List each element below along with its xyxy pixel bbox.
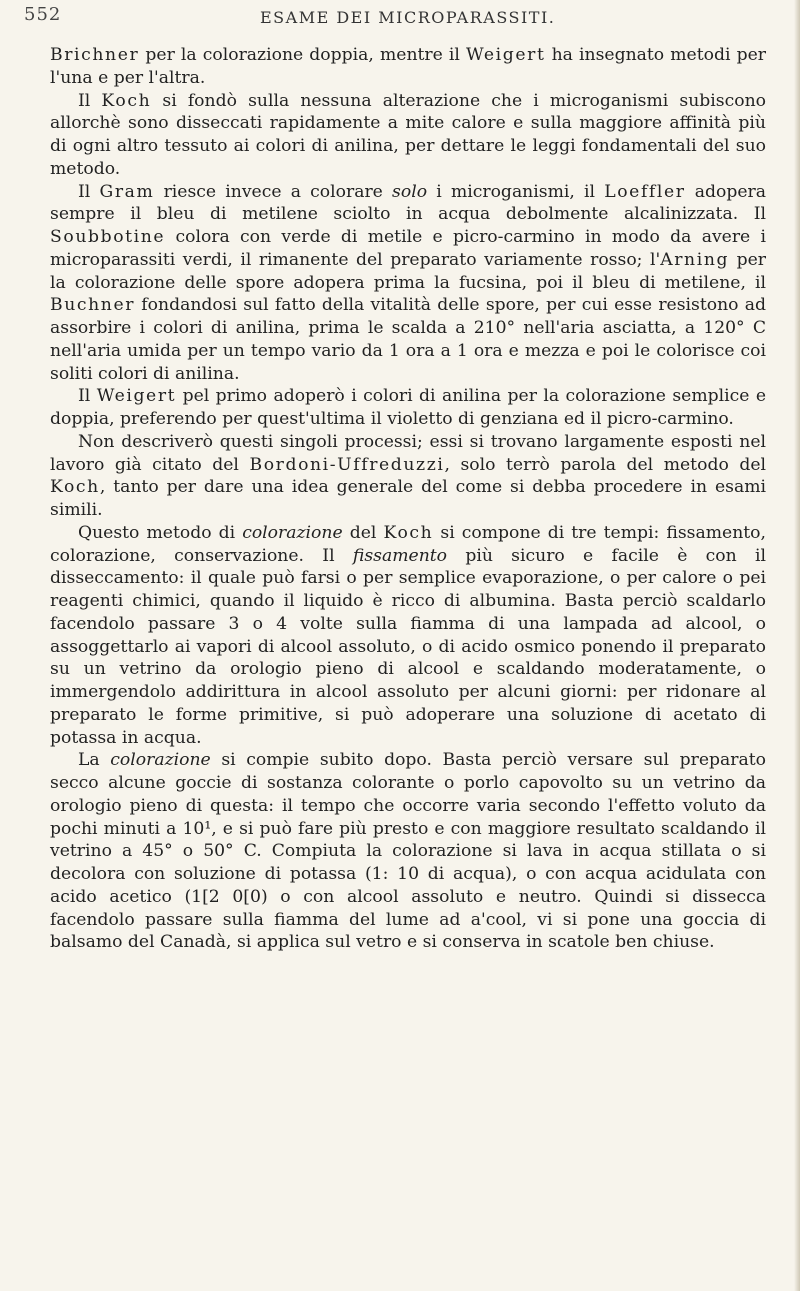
author-name: Soubbotine xyxy=(50,227,166,247)
text-run: , solo terrò parola del metodo del xyxy=(444,454,766,475)
text-run: Questo metodo di xyxy=(78,522,243,543)
text-run: , tanto per dare una idea generale del come si debba procedere in esami simili. xyxy=(50,477,766,520)
emphasis-text: solo xyxy=(392,181,428,202)
paragraph xyxy=(50,44,766,90)
text-run: per la colorazione doppia, mentre il xyxy=(139,45,467,65)
text-run: Il xyxy=(78,181,100,202)
running-title: ESAME DEI MICROPARASSITI. xyxy=(260,8,556,27)
text-run: ha insegnato metodi per l'una e per l'altra. xyxy=(50,45,766,88)
text-run: colora con verde di metile e picro-carmino in modo da avere i microparassiti verdi, il rimanente del preparato variamente rosso; l' xyxy=(50,227,766,270)
text-run: per la colorazione delle spore adopera prima la fucsina, poi il bleu di metilene, il xyxy=(50,249,767,293)
author-name: Koch xyxy=(383,522,434,543)
text-run: adopera sempre il bleu di metilene sciolto in acqua debolmente alcalinizzata. Il xyxy=(50,181,766,225)
text-run: Non descriverò questi singoli processi; essi si trovano largamente esposti nel lavoro già citato del xyxy=(50,431,766,475)
paragraph xyxy=(50,385,766,431)
text-run: riesce invece a colorare xyxy=(154,181,393,202)
author-name: Buchner xyxy=(50,295,136,316)
text-run: fondandosi sul fatto della vitalità delle spore, per cui esse resistono ad assorbire i colori di anilina, prima le scalda a 210° nell'aria asciatta, a 120° C nell'aria umida per un tempo vario da 1 ora a 1 ora e mezza e poi le colorisce coi soliti colori di anilina. xyxy=(50,295,766,384)
page-edge-shadow xyxy=(794,0,800,1291)
emphasis-text: fissamento xyxy=(352,545,448,566)
paragraph xyxy=(50,431,766,522)
author-name: Weigert xyxy=(466,45,546,65)
author-name: Loeffler xyxy=(604,181,686,202)
emphasis-text: colorazione xyxy=(110,750,211,771)
page-number: 552 xyxy=(24,4,62,25)
author-name: Koch xyxy=(101,90,152,111)
paragraph xyxy=(50,90,766,181)
author-name: Bordoni-Uffreduzzi xyxy=(249,454,445,475)
text-run: più sicuro e facile è con il disseccamento: il quale può farsi o per semplice evaporazione, o per calore o pei reagenti chimici, quando il liquido è ricco di albumina. Basta perciò scaldarlo facendolo passare 3 o 4 volte sulla fiamma di una lampada ad alcool, o assoggettarlo ai vapori di alcool assoluto, o di acido osmico ponendo il preparato su un vetrino da orologio pieno di alcool e scaldando moderatamente, o immergendolo addirittura in alcool assoluto per alcuni giorni: per ridonare al preparato le forme primitive, si può adoperare una soluzione di acetato di potassa in acqua. xyxy=(50,545,766,748)
text-run: La xyxy=(78,750,111,771)
author-name: Gram xyxy=(99,181,155,202)
text-run: i microganismi, il xyxy=(427,181,605,202)
text-run: si compie subito dopo. Basta perciò versare sul preparato secco alcune goccie di sostanza colorante o porlo capovolto su un vetrino da orologio pieno di questa: il tempo che occorre varia secondo l'effetto voluto da pochi minuti a 10¹, e si può fare più presto e con maggiore resultato scaldando il vetrino a 45° o 50° C. Compiuta la colorazione si lava in acqua stillata o si decolora con soluzione di potassa (1: 10 di acqua), o con acqua acidulata con acido acetico (1[2 0[0) o con alcool assoluto e neutro. Quindi si dissecca facendolo passare sulla fiamma del lume ad a'cool, vi si pone una goccia di balsamo del Canadà, si applica sul vetro e si conserva in scatole ben chiuse. xyxy=(50,750,766,953)
text-run: si fondò sulla nessuna alterazione che i microganismi subiscono allorchè sono disseccati rapidamente a mite calore e sulla maggiore affinità più di ogni altro tessuto ai colori di anilina, per dettare le leggi fondamentali del suo metodo. xyxy=(50,90,767,179)
text-run: pel primo adoperò i colori di anilina per la colorazione semplice e doppia, preferendo per quest'ultima il violetto di genziana ed il picro-carmino. xyxy=(50,386,766,429)
text-run: Il xyxy=(78,90,102,111)
emphasis-text: colorazione xyxy=(242,522,343,543)
text-run: del xyxy=(342,522,384,543)
author-name: Weigert xyxy=(96,386,177,407)
author-name: Brichner xyxy=(50,45,140,65)
text-run: si compone di tre tempi: fissamento, colorazione, conservazione. Il xyxy=(50,522,766,566)
paragraph xyxy=(50,749,766,954)
paragraph xyxy=(50,181,766,386)
paragraph xyxy=(50,522,766,750)
text-run: Il xyxy=(78,386,97,407)
author-name: Arning xyxy=(660,249,730,270)
author-name: Koch xyxy=(50,477,100,498)
body-text xyxy=(50,44,766,954)
